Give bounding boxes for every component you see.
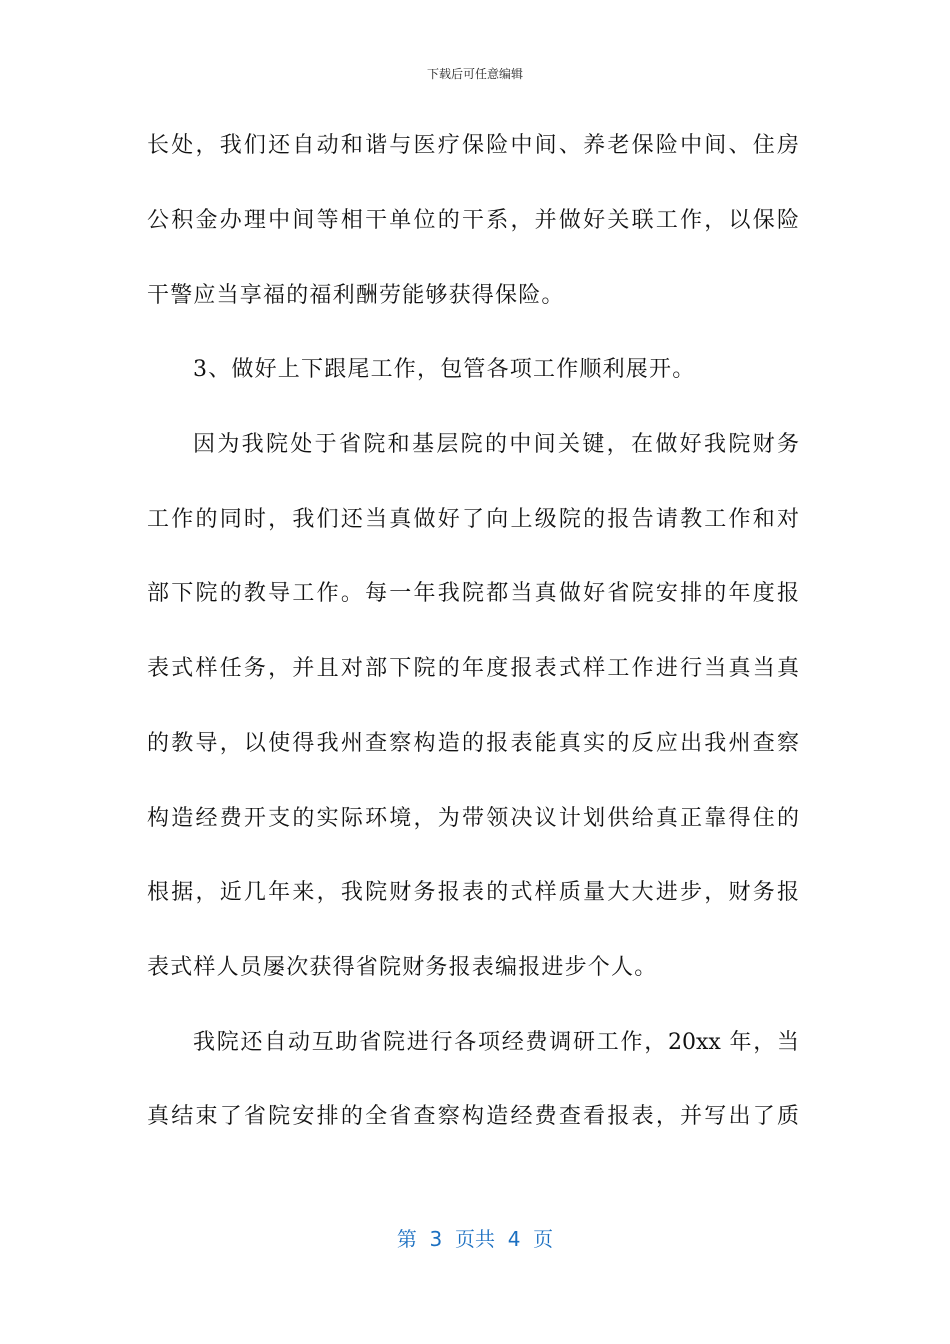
body-line: 我院还自动互助省院进行各项经费调研工作，20xx 年，当 xyxy=(193,1030,799,1055)
body-line: 长处，我们还自动和谐与医疗保险中间、养老保险中间、住房 xyxy=(147,133,799,158)
body-line: 表式样人员屡次获得省院财务报表编报进步个人。 xyxy=(147,955,658,980)
body-line: 3、做好上下跟尾工作，包管各项工作顺利展开。 xyxy=(193,357,696,382)
body-line: 构造经费开支的实际环境，为带领决议计划供给真正靠得住的 xyxy=(147,806,799,831)
body-line: 的教导，以使得我州查察构造的报表能真实的反应出我州查察 xyxy=(147,731,799,756)
body-line: 干警应当享福的福利酬劳能够获得保险。 xyxy=(147,283,565,308)
body-line: 因为我院处于省院和基层院的中间关键，在做好我院财务 xyxy=(193,432,799,457)
body-line: 根据，近几年来，我院财务报表的式样质量大大进步，财务报 xyxy=(147,880,799,905)
body-line: 表式样任务，并且对部下院的年度报表式样工作进行当真当真 xyxy=(147,656,799,681)
body-line: 部下院的教导工作。每一年我院都当真做好省院安排的年度报 xyxy=(147,581,799,606)
page-header: 下载后可任意编辑 xyxy=(426,67,523,81)
body-line: 工作的同时，我们还当真做好了向上级院的报告请教工作和对 xyxy=(147,507,799,532)
body-line: 真结束了省院安排的全省查察构造经费查看报表，并写出了质 xyxy=(147,1104,799,1129)
page-number-footer: 第 3 页共 4 页 xyxy=(396,1227,554,1251)
body-line: 公积金办理中间等相干单位的干系，并做好关联工作，以保险 xyxy=(147,208,799,233)
